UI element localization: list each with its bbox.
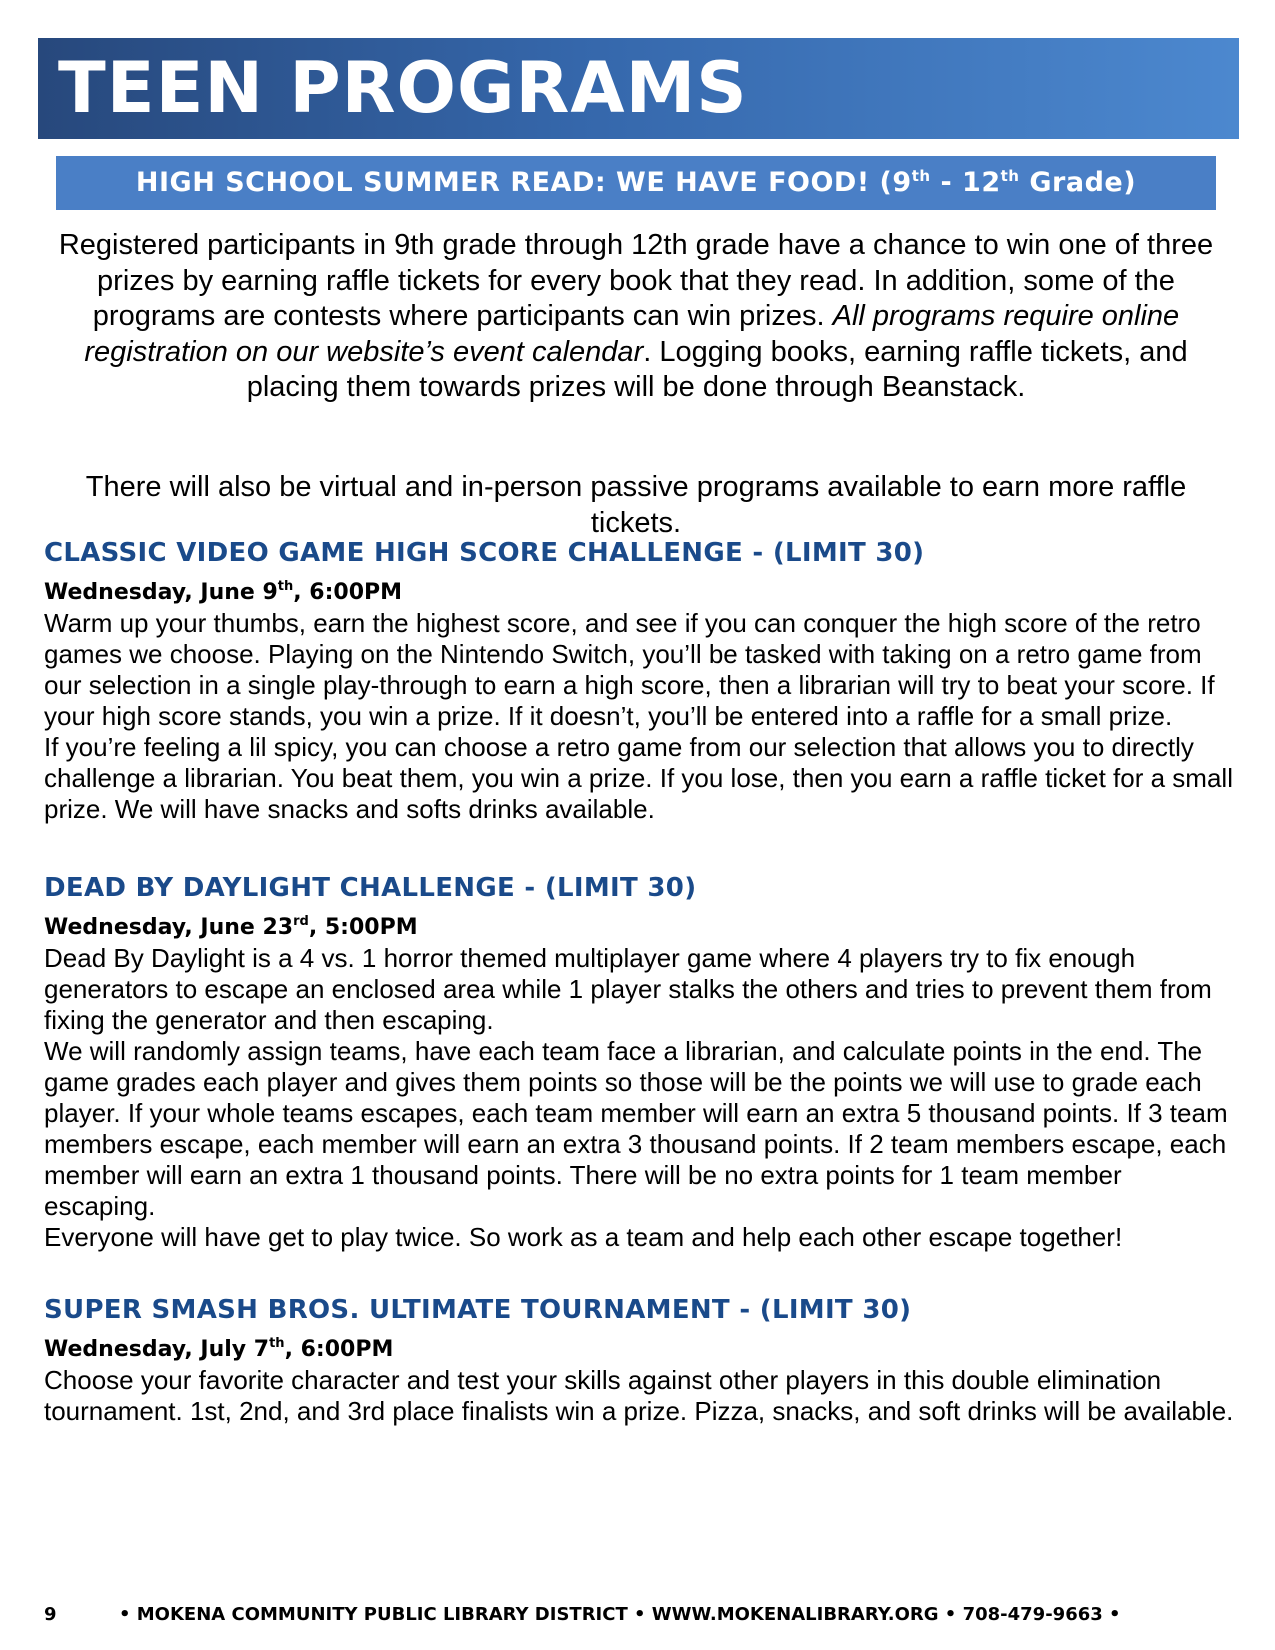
subtitle-banner [56,156,1216,210]
program-date [44,578,1239,608]
program-description: Choose your favorite character and test your skills against other players in this double elimination tournament. 1st, 2nd, and 3rd place finalists win a prize. Pizza, snacks, and soft drinks will be available. [44,1365,1234,1426]
program-description: We will randomly assign teams, have each team face a librarian, and calculate points in the end. The game grades each player and gives them points so those will be the points we will use to grade each player. If your whole teams escapes, each team member will earn an extra 5 thousand points. If 3 team members escape, each member will earn an extra 3 thousand points. If 2 team members escape, each member will earn an extra 1 thousand points. There will be no extra points for 1 team member escaping. [44,1036,1228,1221]
date-text: , 6:00PM [293,580,403,605]
intro-text: . Logging books, earning raffle tickets, and placing them towards prizes will be done through Beanstack. [246,335,1188,403]
program-title: DEAD BY DAYLIGHT CHALLENGE - (LIMIT 30) [44,873,697,903]
page-number: 9 [44,1604,57,1625]
program-section [44,536,1239,825]
program-date [44,913,1239,943]
program-title: SUPER SMASH BROS. ULTIMATE TOURNAMENT - (LIMIT 30) [44,1295,912,1325]
date-text: Wednesday, June 23 [44,915,294,940]
program-date [44,1335,1239,1365]
date-text: , 6:00PM [284,1337,394,1362]
program-description: Dead By Daylight is a 4 vs. 1 horror themed multiplayer game where 4 players try to fix enough generators to escape an enclosed area while 1 player stalks the others and tries to prevent them from fixing the generator and then escaping. [44,943,1212,1035]
date-text: Wednesday, June 9 [44,580,278,605]
subtitle-text: - 12 [930,167,1001,198]
date-sup: th [277,579,294,594]
program-title: CLASSIC VIDEO GAME HIGH SCORE CHALLENGE - (LIMIT 30) [44,538,925,568]
program-section [44,1293,1239,1427]
page-title: TEEN PROGRAMS [58,47,748,129]
date-text: Wednesday, July 7 [44,1337,270,1362]
subtitle-text: Grade) [1019,167,1137,198]
program-description: If you’re feeling a lil spicy, you can choose a retro game from our selection that allows you to directly challenge a librarian. You beat them, you win a prize. If you lose, then you earn a raffle ticket for a small prize. We will have snacks and softs drinks available. [44,732,1233,824]
subtitle-text: HIGH SCHOOL SUMMER READ: WE HAVE FOOD! (9 [135,167,912,198]
program-description: Warm up your thumbs, earn the highest score, and see if you can conquer the high score of the retro games we choose. Playing on the Nintendo Switch, you’ll be tasked with taking on a retro game from our selection in a single play-through to earn a high score, then a librarian will try to beat your score. If your high score stands, you win a prize. If it doesn’t, you’ll be entered into a raffle for a small prize. [44,608,1215,731]
program-section [44,871,1239,1253]
intro-text: Registered participants in 9th grade through 12th grade have a chance to win one of three prizes by earning raffle tickets for every book that they read. In addition, some of the programs are contests where participants can win prizes. [58,229,1214,332]
subtitle-sup: th [911,167,931,185]
footer-text: • MOKENA COMMUNITY PUBLIC LIBRARY DISTRICT • WWW.MOKENALIBRARY.ORG • 708-479-9663 • [119,1604,1121,1625]
date-sup: rd [293,914,309,929]
date-sup: th [269,1336,285,1351]
title-banner [38,38,1239,139]
subtitle-sup: th [1000,167,1020,185]
date-text: , 5:00PM [308,915,418,940]
program-description: Everyone will have get to play twice. So work as a team and help each other escape together! [44,1222,1123,1252]
intro-paragraph-2: There will also be virtual and in-person passive programs available to earn more raffle tickets. [85,471,1187,539]
page-footer [44,1603,1234,1627]
intro-paragraph [56,228,1216,406]
intro-italic-text: All programs require online registration on our website’s event calendar [84,300,1180,368]
